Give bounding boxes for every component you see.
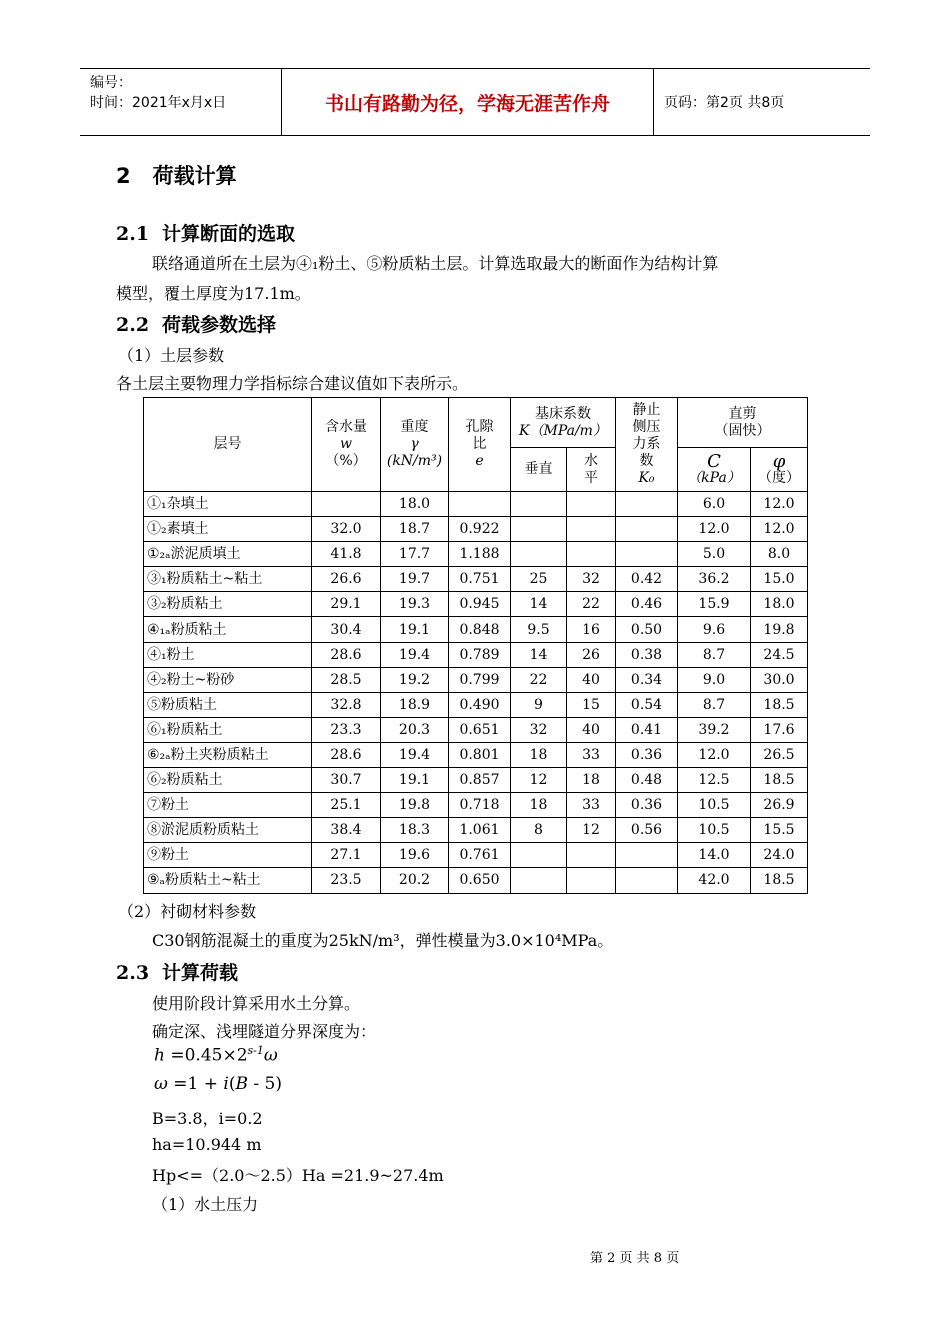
table-row	[144, 868, 808, 893]
parameter-line: Hp<=（2.0～2.5）Ha =21.9~27.4m	[152, 1166, 444, 1185]
table-cell: 30.4	[312, 617, 381, 642]
table-cell: 32	[511, 717, 567, 742]
table-row	[144, 617, 808, 642]
table-cell-layer: ④₁粉土	[144, 642, 312, 667]
table-cell: 1.061	[449, 818, 511, 843]
table-cell: 14	[511, 642, 567, 667]
table-cell: 33	[567, 742, 616, 767]
table-cell: 39.2	[678, 717, 751, 742]
paragraph-line: 使用阶段计算采用水土分算。	[152, 994, 361, 1013]
table-row	[144, 642, 808, 667]
parameter-line: B=3.8，i=0.2	[152, 1109, 263, 1128]
section-title: 荷载计算	[152, 164, 237, 188]
table-cell: 0.38	[616, 642, 678, 667]
table-cell: 0.650	[449, 868, 511, 893]
table-cell: 0.490	[449, 692, 511, 717]
table-cell	[567, 843, 616, 868]
table-cell: 23.5	[312, 868, 381, 893]
table-cell-layer: ⑨ₐ粉质粘土~粘土	[144, 868, 312, 893]
table-cell	[616, 843, 678, 868]
table-cell-layer: ③₂粉质粘土	[144, 592, 312, 617]
table-cell: 33	[567, 793, 616, 818]
table-cell: 24.5	[751, 642, 808, 667]
table-cell: 1.188	[449, 542, 511, 567]
table-cell: 0.50	[616, 617, 678, 642]
table-cell: 32.8	[312, 692, 381, 717]
table-row	[144, 492, 808, 517]
table-cell	[567, 868, 616, 893]
table-cell: 12.5	[678, 768, 751, 793]
table-cell: 14	[511, 592, 567, 617]
table-cell: 30.7	[312, 768, 381, 793]
equation-depth: $h =0.45\times 2^{s-1}\omega$	[154, 1044, 278, 1066]
subsection-title: 计算荷载	[162, 962, 239, 984]
table-cell-layer: ③₁粉质粘土~粘土	[144, 567, 312, 592]
table-row	[144, 567, 808, 592]
paragraph-line: 模型，覆土厚度为17.1m。	[116, 284, 311, 303]
table-cell: 28.6	[312, 642, 381, 667]
table-cell: 10.5	[678, 818, 751, 843]
table-cell-layer: ①₁杂填土	[144, 492, 312, 517]
table-cell: 12.0	[678, 742, 751, 767]
table-cell	[616, 542, 678, 567]
header-meta	[80, 69, 282, 135]
section-number: 2	[116, 164, 131, 188]
table-cell: 26.5	[751, 742, 808, 767]
subsection-2-1-heading	[116, 219, 295, 246]
table-cell: 0.799	[449, 667, 511, 692]
table-cell: 0.848	[449, 617, 511, 642]
table-cell: 18.0	[751, 592, 808, 617]
table-cell: 41.8	[312, 542, 381, 567]
table-cell: 0.36	[616, 742, 678, 767]
table-row	[144, 592, 808, 617]
table-cell: 36.2	[678, 567, 751, 592]
header-unit-weight: 重度 γ (kN/m³)	[381, 398, 449, 492]
table-cell: 15	[567, 692, 616, 717]
list-label: （1）土层参数	[118, 346, 225, 365]
table-cell: 23.3	[312, 717, 381, 742]
table-cell: 15.5	[751, 818, 808, 843]
table-cell: 32	[567, 567, 616, 592]
table-cell: 0.41	[616, 717, 678, 742]
paragraph-line: 联络通道所在土层为④₁粉土、⑤粉质粘土层。计算选取最大的断面作为结构计算	[152, 254, 719, 273]
header-horizontal: 水平	[567, 448, 616, 492]
table-cell: 40	[567, 717, 616, 742]
table-cell: 0.945	[449, 592, 511, 617]
table-cell	[567, 542, 616, 567]
table-cell: 17.7	[381, 542, 449, 567]
table-cell: 9.5	[511, 617, 567, 642]
table-cell-layer: ①₂ₐ淤泥质填土	[144, 542, 312, 567]
table-row	[144, 793, 808, 818]
table-cell: 32.0	[312, 517, 381, 542]
table-cell: 6.0	[678, 492, 751, 517]
table-cell: 28.6	[312, 742, 381, 767]
table-cell: 22	[511, 667, 567, 692]
table-cell-layer: ④₁ₐ粉质粘土	[144, 617, 312, 642]
table-cell: 9.6	[678, 617, 751, 642]
table-row	[144, 843, 808, 868]
subsection-number: 2.1	[116, 223, 150, 245]
table-cell: 0.34	[616, 667, 678, 692]
table-cell	[616, 868, 678, 893]
table-cell: 19.2	[381, 667, 449, 692]
table-cell: 25.1	[312, 793, 381, 818]
header-water-content: 含水量 w （%）	[312, 398, 381, 492]
header-code: 编号：	[90, 75, 132, 91]
table-cell: 10.5	[678, 793, 751, 818]
header-cohesion: C （kPa）	[678, 448, 751, 492]
table-cell: 19.1	[381, 617, 449, 642]
table-cell: 38.4	[312, 818, 381, 843]
table-row	[144, 667, 808, 692]
table-cell: 18.5	[751, 768, 808, 793]
table-cell: 12	[511, 768, 567, 793]
table-cell: 25	[511, 567, 567, 592]
table-cell-layer: ⑥₂ₐ粉土夹粉质粘土	[144, 742, 312, 767]
table-cell: 0.761	[449, 843, 511, 868]
table-cell: 19.8	[381, 793, 449, 818]
table-row	[144, 717, 808, 742]
soil-parameters-table	[143, 397, 808, 894]
table-cell: 12.0	[751, 517, 808, 542]
table-cell: 0.36	[616, 793, 678, 818]
table-cell: 0.789	[449, 642, 511, 667]
table-cell	[449, 492, 511, 517]
subsection-2-3-heading	[116, 958, 238, 985]
table-cell: 19.4	[381, 742, 449, 767]
table-cell	[567, 492, 616, 517]
subsection-2-2-heading	[116, 310, 276, 337]
header-vertical: 垂直	[511, 448, 567, 492]
table-cell: 18	[567, 768, 616, 793]
table-cell: 12.0	[751, 492, 808, 517]
subsection-number: 2.2	[116, 314, 150, 336]
table-cell-layer: ⑧淤泥质粉质粘土	[144, 818, 312, 843]
header-date: 时间：2021年x月x日	[90, 95, 227, 111]
table-cell	[616, 517, 678, 542]
table-cell: 0.46	[616, 592, 678, 617]
table-cell: 22	[567, 592, 616, 617]
table-cell: 18.0	[381, 492, 449, 517]
table-cell	[511, 542, 567, 567]
table-cell: 18.7	[381, 517, 449, 542]
table-cell: 18.3	[381, 818, 449, 843]
table-cell: 19.6	[381, 843, 449, 868]
header-k0: 静止侧压力系数 K₀	[616, 398, 678, 492]
header-friction-angle: φ （度）	[751, 448, 808, 492]
table-cell: 15.0	[751, 567, 808, 592]
subsection-number: 2.3	[116, 962, 150, 984]
table-intro: 各土层主要物理力学指标综合建议值如下表所示。	[116, 374, 469, 393]
table-cell: 0.751	[449, 567, 511, 592]
table-row	[144, 542, 808, 567]
table-row	[144, 768, 808, 793]
table-cell: 0.651	[449, 717, 511, 742]
table-cell	[511, 868, 567, 893]
table-cell	[567, 517, 616, 542]
table-cell: 18.5	[751, 692, 808, 717]
table-cell	[616, 492, 678, 517]
table-cell: 19.3	[381, 592, 449, 617]
concrete-parameters: C30钢筋混凝土的重度为25kN/m³，弹性模量为3.0×10⁴MPa。	[152, 931, 614, 950]
table-cell: 14.0	[678, 843, 751, 868]
table-cell-layer: ⑥₂粉质粘土	[144, 768, 312, 793]
page-header	[80, 68, 870, 136]
table-cell: 26.6	[312, 567, 381, 592]
table-cell: 24.0	[751, 843, 808, 868]
table-cell: 18	[511, 793, 567, 818]
table-cell: 29.1	[312, 592, 381, 617]
table-row	[144, 517, 808, 542]
table-cell	[312, 492, 381, 517]
table-cell	[511, 843, 567, 868]
table-cell: 0.42	[616, 567, 678, 592]
table-cell: 9	[511, 692, 567, 717]
table-cell: 8.0	[751, 542, 808, 567]
table-cell: 19.8	[751, 617, 808, 642]
table-cell: 8	[511, 818, 567, 843]
table-body	[144, 492, 808, 894]
table-cell-layer: ⑤粉质粘土	[144, 692, 312, 717]
table-cell: 19.1	[381, 768, 449, 793]
table-cell: 0.857	[449, 768, 511, 793]
table-cell: 26	[567, 642, 616, 667]
header-page-number: 页码：第2页 共8页	[664, 95, 785, 111]
table-cell: 28.5	[312, 667, 381, 692]
table-cell: 9.0	[678, 667, 751, 692]
table-cell: 20.2	[381, 868, 449, 893]
table-cell: 20.3	[381, 717, 449, 742]
table-cell: 12.0	[678, 517, 751, 542]
header-layer: 层号	[144, 398, 312, 492]
table-cell: 18.5	[751, 868, 808, 893]
list-label: （2）衬砌材料参数	[118, 902, 257, 921]
table-cell: 40	[567, 667, 616, 692]
paragraph-line: 确定深、浅埋隧道分界深度为：	[152, 1022, 377, 1041]
table-row	[144, 742, 808, 767]
table-cell: 18	[511, 742, 567, 767]
table-row	[144, 692, 808, 717]
table-cell: 17.6	[751, 717, 808, 742]
table-cell: 0.718	[449, 793, 511, 818]
page-footer: 第 2 页 共 8 页	[590, 1251, 680, 1266]
subsection-title: 计算断面的选取	[162, 223, 296, 245]
list-label: （1）水土压力	[152, 1195, 259, 1214]
table-cell: 19.4	[381, 642, 449, 667]
section-heading	[116, 160, 237, 190]
table-cell: 0.54	[616, 692, 678, 717]
table-cell: 15.9	[678, 592, 751, 617]
table-cell: 27.1	[312, 843, 381, 868]
table-cell: 0.48	[616, 768, 678, 793]
table-cell-layer: ⑨粉土	[144, 843, 312, 868]
table-cell: 0.56	[616, 818, 678, 843]
table-cell: 26.9	[751, 793, 808, 818]
table-cell: 19.7	[381, 567, 449, 592]
table-cell-layer: ①₂素填土	[144, 517, 312, 542]
header-subgrade-modulus: 基床系数 K（MPa/m）	[511, 398, 616, 448]
table-cell: 16	[567, 617, 616, 642]
table-cell: 0.922	[449, 517, 511, 542]
header-direct-shear: 直剪 （固快）	[678, 398, 808, 448]
equation-omega: ω =1 + i(B - 5)	[154, 1074, 282, 1094]
table-cell-layer: ④₂粉土~粉砂	[144, 667, 312, 692]
table-cell: 8.7	[678, 692, 751, 717]
table-cell-layer: ⑦粉土	[144, 793, 312, 818]
header-motto: 书山有路勤为径，学海无涯苦作舟	[282, 69, 654, 135]
table-cell	[511, 517, 567, 542]
table-cell: 18.9	[381, 692, 449, 717]
table-row	[144, 818, 808, 843]
parameter-line: ha=10.944 m	[152, 1135, 262, 1154]
header-void-ratio: 孔隙比 e	[449, 398, 511, 492]
table-header-row	[144, 398, 808, 448]
table-cell: 30.0	[751, 667, 808, 692]
subsection-title: 荷载参数选择	[162, 314, 277, 336]
table-cell-layer: ⑥₁粉质粘土	[144, 717, 312, 742]
table-cell: 12	[567, 818, 616, 843]
table-cell: 8.7	[678, 642, 751, 667]
table-cell: 0.801	[449, 742, 511, 767]
table-cell: 5.0	[678, 542, 751, 567]
table-cell: 42.0	[678, 868, 751, 893]
table-cell	[511, 492, 567, 517]
